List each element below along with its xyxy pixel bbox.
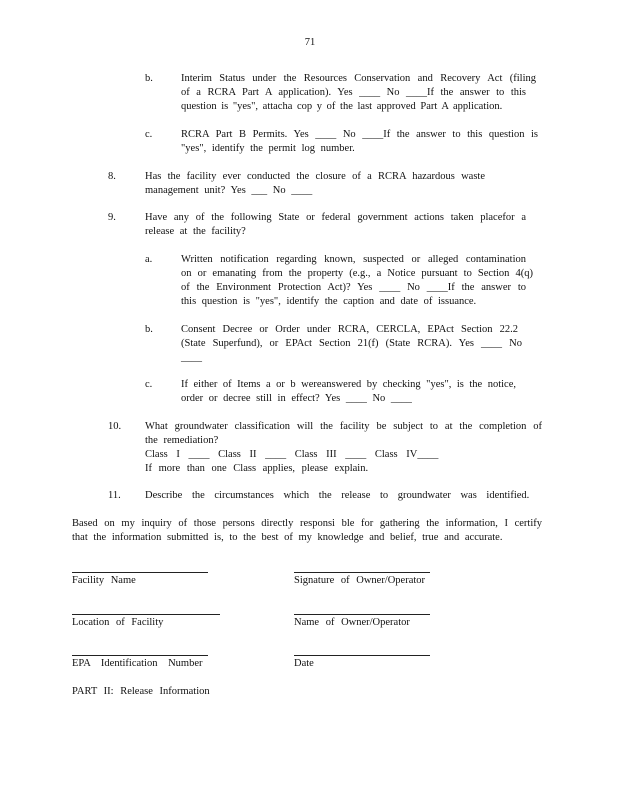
q9-line-2: release at the facility?	[145, 226, 246, 237]
page-number: 71	[304, 37, 316, 48]
q10-line-3: Class I ____ Class II ____ Class III ____ Class IV____	[145, 449, 439, 460]
q7-c-line-2: "yes", identify the permit log number.	[181, 143, 355, 154]
location-label: Location of Facility	[72, 617, 164, 628]
q9-c-marker: c.	[145, 379, 153, 390]
q9-b-line-3: ____	[181, 352, 202, 363]
q9-number: 9.	[108, 212, 116, 223]
q7-b-line-3: question is "yes", attacha cop y of the last approved Part A application.	[181, 101, 503, 112]
date-line[interactable]	[294, 655, 430, 656]
q9-b-marker: b.	[145, 324, 153, 335]
part-ii-heading: PART II: Release Information	[72, 686, 210, 697]
q9-a-marker: a.	[145, 254, 153, 265]
q9-b-line-1: Consent Decree or Order under RCRA, CERCLA, EPAct Section 22.2	[181, 324, 518, 335]
q9-a-line-4: this question is "yes", identify the caption and date of issuance.	[181, 296, 477, 307]
epa-id-line[interactable]	[72, 655, 208, 656]
signature-owner-label: Signature of Owner/Operator	[294, 575, 426, 586]
q11-number: 11.	[108, 490, 121, 501]
q10-line-4: If more than one Class applies, please explain.	[145, 463, 369, 474]
q9-c-line-1: If either of Items a or b wereanswered by checking "yes", is the notice,	[181, 379, 516, 390]
q10-line-1: What groundwater classification will the facility be subject to at the completion of	[145, 421, 542, 432]
q9-a-line-3: of the Environment Protection Act)? Yes ____ No ____If the answer to	[181, 282, 526, 293]
q9-line-1: Have any of the following State or federal government actions taken placefor a	[145, 212, 526, 223]
q11-text: Describe the circumstances which the release to groundwater was identified.	[145, 490, 530, 501]
q7-b-line-2: of a RCRA Part A application). Yes ____ No ____If the answer to this	[181, 87, 526, 98]
q7-c-marker: c.	[145, 129, 153, 140]
q8-number: 8.	[108, 171, 116, 182]
epa-id-label: EPA Identification Number	[72, 658, 203, 669]
q10-number: 10.	[108, 421, 122, 432]
q8-line-2: management unit? Yes ___ No ____	[145, 185, 313, 196]
date-label: Date	[294, 658, 314, 669]
q9-a-line-1: Written notification regarding known, suspected or alleged contamination	[181, 254, 526, 265]
location-line[interactable]	[72, 614, 220, 615]
q8-line-1: Has the facility ever conducted the closure of a RCRA hazardous waste	[145, 171, 485, 182]
q9-c-line-2: order or decree still in effect? Yes ____ No ____	[181, 393, 412, 404]
facility-name-line[interactable]	[72, 572, 208, 573]
q7-c-line-1: RCRA Part B Permits. Yes ____ No ____If the answer to this question is	[181, 129, 538, 140]
q7-b-line-1: Interim Status under the Resources Conservation and Recovery Act (filing	[181, 73, 536, 84]
name-owner-line[interactable]	[294, 614, 430, 615]
signature-owner-line[interactable]	[294, 572, 430, 573]
q9-b-line-2: (State Superfund), or EPAct Section 21(f) (State RCRA). Yes ____ No	[181, 338, 522, 349]
facility-name-label: Facility Name	[72, 575, 136, 586]
certification-line-2: that the information submitted is, to the best of my knowledge and belief, true and accurate.	[72, 532, 503, 543]
q7-b-marker: b.	[145, 73, 153, 84]
q9-a-line-2: on or emanating from the property (e.g., a Notice pursuant to Section 4(q)	[181, 268, 533, 279]
q10-line-2: the remediation?	[145, 435, 219, 446]
certification-line-1: Based on my inquiry of those persons directly responsi ble for gathering the information, I certify	[72, 518, 542, 529]
name-owner-label: Name of Owner/Operator	[294, 617, 410, 628]
